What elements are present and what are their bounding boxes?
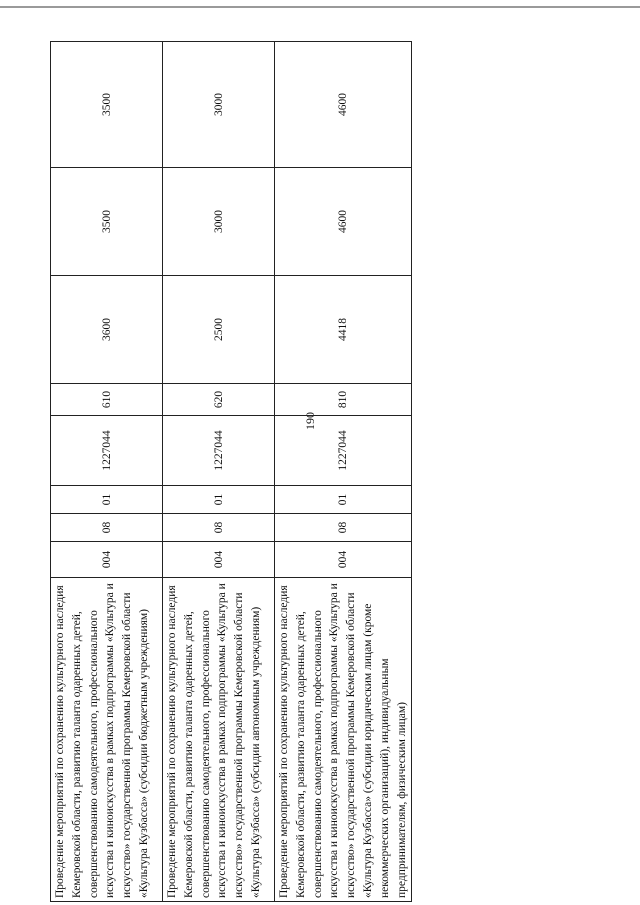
amount-year-3: 3000 <box>163 42 275 168</box>
table-row <box>275 42 412 902</box>
section-code: 08 <box>163 514 275 542</box>
budget-table-container <box>50 42 408 902</box>
expense-type-code: 610 <box>51 384 163 416</box>
amount-year-2: 3000 <box>163 168 275 276</box>
page-number: 190 <box>303 412 317 430</box>
amount-year-3: 3500 <box>51 42 163 168</box>
amount-year-1: 3600 <box>51 276 163 384</box>
amount-year-2: 3500 <box>51 168 163 276</box>
subsection-code: 01 <box>275 486 412 514</box>
amount-year-3: 4600 <box>275 42 412 168</box>
subsection-code: 01 <box>51 486 163 514</box>
target-article-code: 1227044 <box>163 416 275 486</box>
section-code: 08 <box>275 514 412 542</box>
expense-type-code: 810 <box>275 384 412 416</box>
row-description: Проведение мероприятий по сохранению культурного наследия Кемеровской области, развитию таланта одаренных детей, совершенствованию самодеятельного, профессионального искусства и киноискусства в рамках подпрограммы «Культура и искусство» государственной программы Кемеровской области «Культура Кузбасса» (субсидии юридическим лицам (кроме некоммерческих организаций), индивидуальным предпринимателям, физическим лицам) <box>275 578 412 902</box>
target-article-code: 1227044 <box>275 416 412 486</box>
amount-year-1: 4418 <box>275 276 412 384</box>
table-row <box>163 42 275 902</box>
ministry-code: 004 <box>51 542 163 578</box>
scan-top-edge <box>0 6 640 8</box>
amount-year-1: 2500 <box>163 276 275 384</box>
row-description: Проведение мероприятий по сохранению культурного наследия Кемеровской области, развитию таланта одаренных детей, совершенствованию самодеятельного, профессионального искусства и киноискусства в рамках подпрограммы «Культура и искусство» государственной программы Кемеровской области «Культура Кузбасса» (субсидии бюджетным учреждениям) <box>51 578 163 902</box>
expense-type-code: 620 <box>163 384 275 416</box>
section-code: 08 <box>51 514 163 542</box>
table-row <box>51 42 163 902</box>
amount-year-2: 4600 <box>275 168 412 276</box>
target-article-code: 1227044 <box>51 416 163 486</box>
budget-table <box>50 41 412 902</box>
row-description: Проведение мероприятий по сохранению культурного наследия Кемеровской области, развитию таланта одаренных детей, совершенствованию самодеятельного, профессионального искусства и киноискусства в рамках подпрограммы «Культура и искусство» государственной программы Кемеровской области «Культура Кузбасса» (субсидии автономным учреждениям) <box>163 578 275 902</box>
subsection-code: 01 <box>163 486 275 514</box>
ministry-code: 004 <box>275 542 412 578</box>
ministry-code: 004 <box>163 542 275 578</box>
